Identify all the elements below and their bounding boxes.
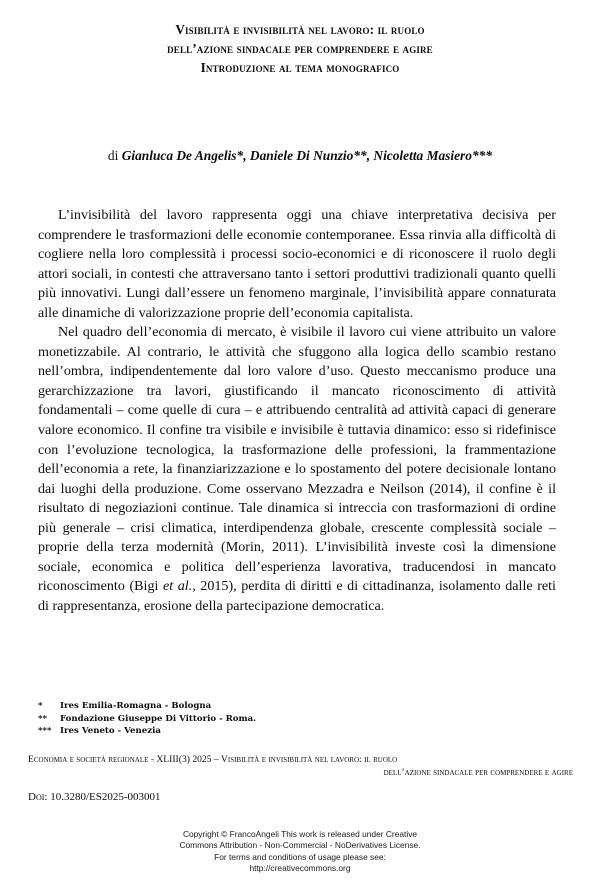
copyright-notice (100, 829, 500, 875)
affiliation-marker: * (38, 701, 43, 711)
copyright-line-4: http://creativecommons.org (249, 863, 351, 874)
running-footer-line-1: Economia e società regionale - XLIII(3) 2025 – Visibilità e invisibilità nel lavoro: il ruolo (28, 754, 398, 765)
author-byline (45, 147, 555, 165)
paragraph-2-segment-1: Nel quadro dell’economia di mercato, è visibile il lavoro cui viene attribuito un valore monetizzabile. Al contrario, le attività che sfuggono alla logica dello scambio restano nell’ombra, indipendentemente dal loro valore d’uso. Questo meccanismo produce una gerarchizzazione tra lavori, giustificando il mancato riconoscimento di attività fondamentali – come quelle di cura – e attribuendo centralità ad attività capaci di generare valore economico. Il confine tra visibile e invisibile è tuttavia dinamico: esso si ridefinisce con l’evoluzione tecnologica, la trasformazione delle professioni, la frammentazione dell’economia a rete, la finanziarizzazione e lo spostamento del potere decisionale lontano dai luoghi della produzione. Come osservano Mezzadra e Neilson (2014), il confine è il risultato di negoziazioni continue. Tale dinamica si intreccia con trasformazioni di ordine più generale – crisi climatica, interdipendenza globale, crescente complessità sociale – proprie della terza modernità (Morin, 2011). L’invisibilità investe così la dimensione sociale, economica e politica dell’esperienza lavorativa, traducendosi in mancato riconoscimento (Bigi (38, 324, 556, 595)
doi-label: Doi: (28, 791, 48, 803)
copyright-line-2: Commons Attribution - Non-Commercial - NoDerivatives License. (179, 840, 421, 851)
title-line-1: Visibilità e invisibilità nel lavoro: il ruolo (175, 22, 425, 37)
citation-et-al: et al. (162, 578, 193, 595)
body-paragraph-1: L’invisibilità del lavoro rappresenta oggi una chiave interpretativa decisiva per comprendere le trasformazioni delle economie contemporanee. Essa rinvia alla difficoltà di cogliere nella loro complessità i processi socio-economici e di riconoscere il ruolo degli attori sociali, in contesti che attraversano tanto i settori produttivi tradizionali quanto quelli più innovativi. Lungi dall’essere un fenomeno marginale, l’invisibilità appare connaturata alle dinamiche di valorizzazione proprie dell’economia capitalista. (38, 207, 556, 321)
doi-line (28, 790, 161, 804)
title-line-3: Introduzione al tema monografico (200, 60, 400, 75)
running-footer (28, 753, 573, 779)
running-footer-line-2: dell’azione sindacale per comprendere e agire (383, 767, 573, 778)
affiliation-row (38, 713, 438, 726)
affiliation-marker: *** (38, 726, 52, 737)
body-paragraph-2 (38, 323, 556, 616)
byline-author-names: Gianluca De Angelis*, Daniele Di Nunzio**, Nicoletta Masiero*** (121, 148, 493, 163)
affiliation-marker: ** (38, 713, 47, 724)
affiliation-row (38, 725, 438, 738)
title-line-2: dell’azione sindacale per comprendere e agire (167, 41, 433, 56)
affiliation-text: Ires Emilia-Romagna - Bologna (60, 701, 212, 711)
paragraph-2-segment-2: , 2015), perdita di diritti e di cittadinanza, isolamento dalle reti di rappresentanza, erosione della partecipazione democratica. (38, 578, 556, 614)
copyright-line-1: Copyright © FrancoAngeli This work is released under Creative (182, 829, 418, 839)
doi-value: 10.3280/ES2025-003001 (47, 791, 161, 803)
byline-prefix: di (107, 148, 122, 163)
affiliation-text: Fondazione Giuseppe Di Vittorio - Roma. (60, 713, 257, 724)
author-affiliations (38, 700, 438, 738)
article-body (38, 206, 556, 616)
affiliation-row (38, 700, 438, 713)
article-title (45, 20, 555, 77)
affiliation-text: Ires Veneto - Venezia (60, 726, 161, 737)
copyright-line-3: For terms and conditions of usage please see: (214, 851, 386, 862)
